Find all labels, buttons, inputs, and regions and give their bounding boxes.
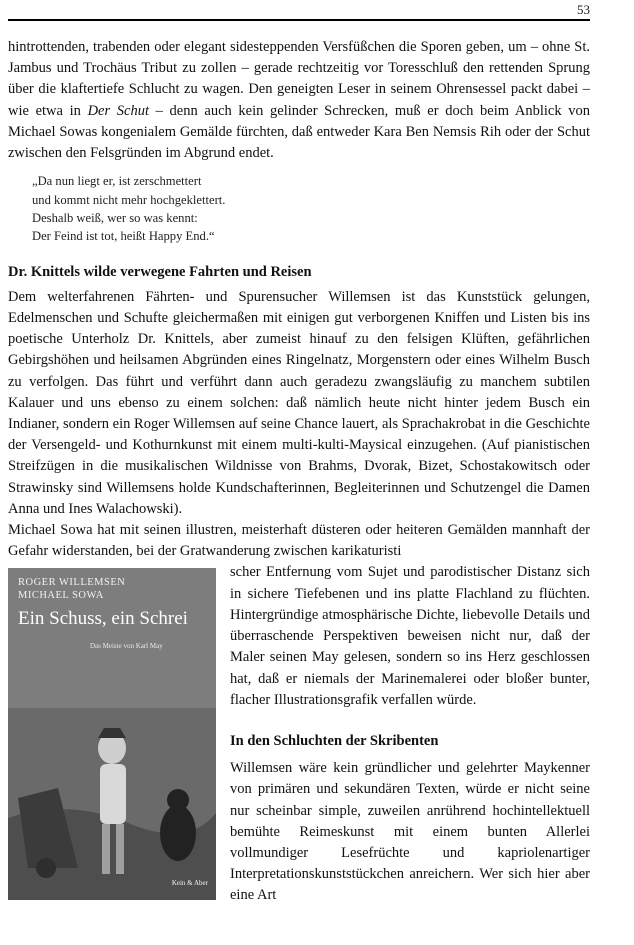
paragraph-intro <box>8 37 590 164</box>
section-heading-knittel: Dr. Knittels wilde verwegene Fahrten und Reisen <box>8 263 312 280</box>
cover-subtitle: Das Meiste von Karl May <box>90 642 163 651</box>
paragraph-intro-text: hintrottenden, trabenden oder elegant sidesteppenden Versfüßchen die Sporen geben, um – ohne St. Jambus und Trochäus Tribut zu zollen – gerade rechtzeitig vor Toresschluß den rettenden Sprung über die klaftertiefe Schlucht zu wagen. Den geneigten Leser in seinem Ohrensessel packt dabei – wie etwa in <box>8 39 590 119</box>
wrap-area <box>8 520 590 906</box>
book-cover-image <box>8 568 216 900</box>
cover-title: Ein Schuss, ein Schrei <box>18 608 188 630</box>
page-number: 53 <box>577 2 590 17</box>
paragraph-sowa <box>8 520 590 562</box>
paragraph-intro-end: – denn auch kein gelinder Schrecken, muß er doch beim Anblick von Michael Sowas kongenialem Gemälde fürchten, daß entweder Kara Ben Nemsis Rih oder der Schut zwischen den Felsgründen im Abgrund endet. <box>8 102 591 162</box>
cover-author-2: MICHAEL SOWA <box>18 590 104 602</box>
book-title-der-schut: Der Schut <box>87 102 149 119</box>
paragraph-sowa-continued: scher Entfernung vom Sujet und parodistischer Distanz sich in sichere Tiefebenen und ins platte Flachland zu flüchten. Hintergründige atmosphärische Dichte, liebevolle Details und überraschende Perspektiven beweisen nicht nur, daß der Maler seinen May gelesen, sondern so ins Herz geschlossen hat, daß er niemals der Marinemalerei oder bloßer bunter, flacher Illustrationsgrafik verfallen würde. <box>230 564 590 708</box>
poem-line: „Da nun liegt er, ist zerschmettert <box>32 174 202 189</box>
poem-line: Der Feind ist tot, heißt Happy End.“ <box>32 229 215 244</box>
page-content <box>8 37 590 907</box>
paragraph-willemsen: Dem welterfahrenen Fährten- und Spurensucher Willemsen ist das Kunststück gelungen, Edelmenschen und Schufte gleichermaßen mit einigen gut verborgenen Kniffen und Listen bis ins poetische Unterholz Dr. Knittels, aber zumeist hinauf zu den felsigen Klüften, gefährlichen Gebirgshöhen und heilsamen Abgründen eines Ringelnatz, Morgenstern oder eines Wilhelm Busch zu verfolgen. Das führt und verführt dann auch geradezu zwangsläufig zu manchem subtilen Kalauer und uns ebenso zu einem solchen: daß nämlich heute nicht hinter jedem Busch ein Indianer, sondern ein Roger Willemsen auf seine Chance lauert, als Sprachakrobat in die Geschichte der Versengeld- und Kothurnkunst mit einem multi-kulti-Maysical einzugehen. (Auf pianistischen Streifzügen in die musikalischen Wildnisse von Brahms, Dvorak, Bizet, Schostakowitsch oder Strawinsky sind Willemsens holde Kundschafterinnen, Begleiterinnen und Schutzengel die Damen Anna und Ines Walachowski). <box>8 288 590 517</box>
poem-quote <box>32 172 590 246</box>
poem-line: Deshalb weiß, wer so was kennt: <box>32 211 198 226</box>
paragraph-sowa-text: Michael Sowa hat mit seinen illustren, meisterhaft düsteren oder heiteren Gemälden mannhaft der Gefahr widerstanden, bei der Gratwanderung zwischen karikaturisti <box>8 522 590 560</box>
poem-line: und kommt nicht mehr hochgeklettert. <box>32 192 226 207</box>
cover-publisher: Kein & Aber <box>171 879 208 888</box>
cover-authors <box>18 576 125 602</box>
paragraph-maykenner: Willemsen wäre kein gründlicher und gelehrter Maykenner von primären und sekundären Texten, würde er nicht seine nur scheinbar simple, zuweilen anrührend hochintellektuell bemühte Reimeskunst mit einem bunten Allerlei vollmundiger Lesefrüchte und kapriolenartiger Interpretationskunststückchen anreichern. Wer sich hier aber eine Art <box>230 760 590 904</box>
section-heading-skribenten: In den Schluchten der Skribenten <box>230 732 439 749</box>
cover-author-1: ROGER WILLEMSEN <box>18 577 126 589</box>
header-rule <box>8 19 590 21</box>
